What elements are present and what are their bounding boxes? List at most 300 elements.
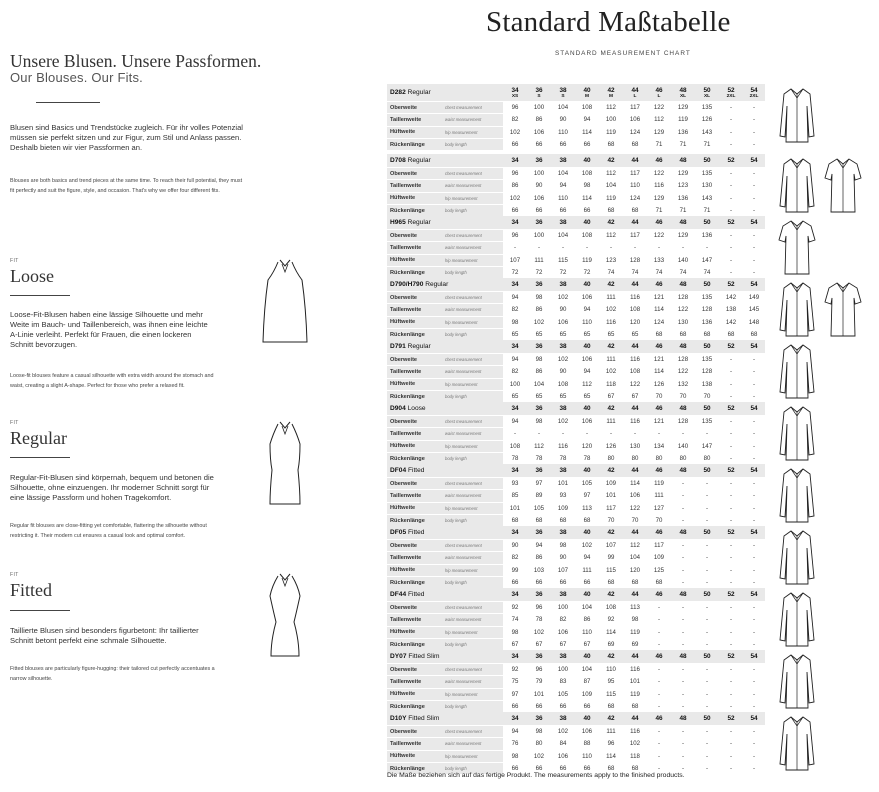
table-cell: - [719, 366, 743, 378]
table-cell: - [671, 762, 695, 774]
row-label: Oberweite [387, 354, 445, 366]
table-cell: 130 [671, 316, 695, 328]
table-cell: 94 [527, 540, 551, 552]
table-cell: 109 [647, 552, 671, 564]
table-cell: 105 [551, 688, 575, 700]
row-label: Rückenlänge [387, 576, 445, 588]
table-cell: 122 [623, 502, 647, 514]
row-label-en: hip measurement [445, 440, 503, 452]
table-row [387, 114, 765, 126]
table-cell: 142 [719, 292, 743, 304]
table-cell: 111 [599, 354, 623, 366]
model-code: H965 [390, 219, 406, 226]
table-cell: - [719, 138, 743, 150]
table-cell: - [695, 738, 719, 750]
table-cell: 117 [623, 102, 647, 114]
table-cell: - [647, 762, 671, 774]
table-cell: - [671, 564, 695, 576]
table-cell: 86 [575, 614, 599, 626]
table-cell: - [695, 688, 719, 700]
size-header: 46 [647, 216, 671, 230]
table-cell: - [671, 602, 695, 614]
table-cell: 66 [551, 576, 575, 588]
table-row [387, 354, 765, 366]
table-cell: 102 [527, 750, 551, 762]
table-cell: - [695, 750, 719, 762]
table-cell: - [695, 664, 719, 676]
size-header: 50 [695, 588, 719, 602]
table-cell: 66 [503, 762, 527, 774]
size-header: 36 [527, 650, 551, 664]
heading-en: Our Blouses. Our Fits. [10, 70, 143, 85]
table-cell: 82 [503, 366, 527, 378]
table-cell: 140 [671, 254, 695, 266]
table-cell: 75 [503, 676, 527, 688]
table-cell: 100 [527, 168, 551, 180]
table-cell: 147 [695, 254, 719, 266]
row-label: Rückenlänge [387, 204, 445, 216]
table-row [387, 514, 765, 526]
table-cell: - [623, 428, 647, 440]
size-header: 36 S [527, 84, 551, 102]
divider [10, 457, 70, 458]
table-cell: - [719, 254, 743, 266]
table-cell: 149 [743, 292, 765, 304]
table-cell: 96 [527, 602, 551, 614]
table-cell: 104 [575, 664, 599, 676]
model-code: D10Y [390, 715, 407, 722]
model-code: D282 [390, 89, 406, 96]
table-cell: 95 [599, 676, 623, 688]
table-cell: 66 [551, 204, 575, 216]
size-header: 42 [599, 340, 623, 354]
fit-tag: FIT [10, 572, 19, 578]
table-cell: - [695, 638, 719, 650]
table-cell: 136 [695, 230, 719, 242]
table-cell: 74 [671, 266, 695, 278]
table-cell: 100 [551, 664, 575, 676]
blouse-icon [824, 156, 862, 214]
table-cell: 113 [575, 502, 599, 514]
table-cell: 88 [575, 738, 599, 750]
size-header: 34 [503, 526, 527, 540]
table-cell: 128 [671, 416, 695, 428]
table-cell: 68 [599, 138, 623, 150]
row-label-en: waist measurement [445, 366, 503, 378]
table-cell: 94 [503, 416, 527, 428]
table-cell: 108 [503, 440, 527, 452]
table-cell: 110 [623, 180, 647, 192]
size-header: 42 [599, 712, 623, 726]
table-row [387, 316, 765, 328]
table-cell: 71 [671, 138, 695, 150]
table-cell: 107 [551, 564, 575, 576]
table-cell: - [743, 738, 765, 750]
model-code: D708 [390, 157, 406, 164]
model-fit: Fitted [407, 529, 425, 536]
model-code: DF05 [390, 529, 407, 536]
size-header: 44 L [623, 84, 647, 102]
model-code: DF44 [390, 591, 407, 598]
table-cell: - [743, 602, 765, 614]
table-cell: 66 [527, 138, 551, 150]
size-header: 48 [671, 588, 695, 602]
table-cell: 135 [695, 354, 719, 366]
table-cell: 123 [671, 180, 695, 192]
table-cell: 90 [527, 180, 551, 192]
size-table [387, 712, 765, 775]
table-cell: 109 [575, 688, 599, 700]
row-label: Oberweite [387, 292, 445, 304]
table-cell: - [719, 614, 743, 626]
table-cell: 119 [623, 626, 647, 638]
table-cell: - [743, 180, 765, 192]
table-cell: 119 [599, 126, 623, 138]
size-header: 46 [647, 154, 671, 168]
model-fit: Loose [407, 405, 426, 412]
table-row [387, 664, 765, 676]
table-cell: - [671, 502, 695, 514]
table-cell: 122 [671, 304, 695, 316]
table-cell: 107 [599, 540, 623, 552]
table-cell: 68 [527, 514, 551, 526]
table-cell: 66 [575, 762, 599, 774]
table-row [387, 304, 765, 316]
table-cell: - [743, 204, 765, 216]
table-cell: - [719, 428, 743, 440]
row-label-en: chest measurement [445, 726, 503, 738]
table-cell: 66 [575, 204, 599, 216]
table-cell: - [719, 490, 743, 502]
table-cell: 92 [503, 602, 527, 614]
row-label-en: hip measurement [445, 378, 503, 390]
table-cell: 76 [503, 738, 527, 750]
table-cell: - [719, 726, 743, 738]
table-cell: 108 [599, 602, 623, 614]
row-label-en: chest measurement [445, 230, 503, 242]
table-cell: 111 [527, 254, 551, 266]
table-cell: 66 [503, 204, 527, 216]
table-row [387, 292, 765, 304]
table-row [387, 478, 765, 490]
table-cell: - [671, 750, 695, 762]
table-cell: 78 [551, 452, 575, 464]
size-header: 52 [719, 588, 743, 602]
fit-desc-de-regular: Regular-Fit-Blusen sind körpernah, bequem und betonen die Silhouette, ohne einzuengen. Ihr moderner Schnitt sorgt für eine lässige Passform und hohen Tragekomfort. [10, 473, 214, 502]
table-cell: 119 [599, 192, 623, 204]
table-cell: 94 [575, 114, 599, 126]
table-row [387, 440, 765, 452]
table-cell: 121 [647, 292, 671, 304]
size-header: 52 [719, 526, 743, 540]
table-cell: 108 [575, 230, 599, 242]
table-cell: 98 [527, 726, 551, 738]
table-cell: 117 [623, 230, 647, 242]
page-title: Standard Maßtabelle [486, 6, 731, 38]
table-cell: 116 [623, 416, 647, 428]
table-cell: 105 [575, 478, 599, 490]
table-cell: - [551, 242, 575, 254]
table-cell: 112 [599, 230, 623, 242]
table-cell: - [743, 390, 765, 402]
table-cell: - [647, 664, 671, 676]
size-header: 54 [743, 526, 765, 540]
table-cell: 98 [503, 316, 527, 328]
row-label-en: chest measurement [445, 478, 503, 490]
table-cell: 119 [623, 688, 647, 700]
row-label: Taillenweite [387, 180, 445, 192]
table-cell: - [527, 428, 551, 440]
table-cell: - [719, 688, 743, 700]
table-cell: - [647, 614, 671, 626]
table-cell: 136 [671, 192, 695, 204]
table-cell: 127 [647, 502, 671, 514]
table-cell: 148 [743, 316, 765, 328]
model-header [387, 712, 503, 726]
size-header: 50 XL [695, 84, 719, 102]
table-cell: - [671, 614, 695, 626]
table-cell: 109 [551, 502, 575, 514]
size-header: 36 [527, 402, 551, 416]
table-cell: - [743, 440, 765, 452]
size-header: 34 XS [503, 84, 527, 102]
model-fit: Fitted Slim [408, 653, 440, 660]
row-label-en: body length [445, 390, 503, 402]
row-label-en: chest measurement [445, 416, 503, 428]
table-cell: 116 [623, 292, 647, 304]
size-header: 50 [695, 402, 719, 416]
size-header: 42 [599, 650, 623, 664]
size-header: 40 [575, 650, 599, 664]
row-label: Taillenweite [387, 738, 445, 750]
model-header [387, 402, 503, 416]
table-cell: 130 [695, 180, 719, 192]
table-cell: 66 [575, 700, 599, 712]
size-header: 38 [551, 650, 575, 664]
table-cell: 111 [599, 726, 623, 738]
fit-tag: FIT [10, 420, 19, 426]
table-cell: 65 [551, 390, 575, 402]
table-cell: - [719, 168, 743, 180]
row-label-en: body length [445, 266, 503, 278]
row-label-en: chest measurement [445, 354, 503, 366]
table-cell: - [695, 552, 719, 564]
table-cell: 65 [527, 390, 551, 402]
intro-en: Blouses are both basics and trend pieces at the same time. To reach their full potential, they must fit perfectly and suit the figure, style, and occasion. That's why we offer four different fits. [10, 178, 243, 194]
table-cell: 100 [527, 102, 551, 114]
size-header: 42 [599, 278, 623, 292]
table-cell: 72 [527, 266, 551, 278]
table-cell: 112 [599, 102, 623, 114]
size-header: 42 [599, 526, 623, 540]
blouse-icon [778, 466, 816, 524]
row-label: Oberweite [387, 602, 445, 614]
model-fit: Fitted [407, 467, 425, 474]
size-header: 44 [623, 216, 647, 230]
size-header: 36 [527, 464, 551, 478]
table-cell: 80 [599, 452, 623, 464]
table-cell: 108 [575, 168, 599, 180]
size-header: 48 [671, 340, 695, 354]
size-header: 34 [503, 154, 527, 168]
table-cell: 68 [551, 514, 575, 526]
row-label: Hüftweite [387, 688, 445, 700]
table-cell: 101 [527, 688, 551, 700]
table-cell: 143 [695, 126, 719, 138]
table-cell: 90 [551, 304, 575, 316]
table-cell: 80 [527, 738, 551, 750]
table-cell: 129 [647, 126, 671, 138]
size-header: 54 [743, 712, 765, 726]
row-label-en: hip measurement [445, 626, 503, 638]
table-cell: - [719, 452, 743, 464]
table-cell: 106 [527, 126, 551, 138]
table-cell: 114 [623, 478, 647, 490]
table-cell: 122 [647, 230, 671, 242]
table-cell: 122 [671, 366, 695, 378]
size-header: 54 [743, 402, 765, 416]
table-cell: 71 [647, 138, 671, 150]
table-cell: 129 [671, 168, 695, 180]
table-cell: 98 [575, 180, 599, 192]
table-cell: 68 [647, 576, 671, 588]
row-label: Taillenweite [387, 490, 445, 502]
table-cell: - [743, 614, 765, 626]
table-cell: - [743, 726, 765, 738]
row-label-en: chest measurement [445, 664, 503, 676]
row-label: Hüftweite [387, 192, 445, 204]
model-header [387, 464, 503, 478]
table-cell: 67 [599, 390, 623, 402]
table-cell: 68 [743, 328, 765, 340]
table-cell: - [743, 540, 765, 552]
table-cell: 68 [623, 762, 647, 774]
table-cell: 114 [647, 304, 671, 316]
table-cell: 110 [551, 126, 575, 138]
row-label: Rückenlänge [387, 514, 445, 526]
size-header: 42 M [599, 84, 623, 102]
size-table [387, 526, 765, 589]
table-cell: 102 [503, 126, 527, 138]
table-cell: - [719, 700, 743, 712]
size-header: 50 [695, 216, 719, 230]
page-subtitle: STANDARD MEASUREMENT CHART [555, 50, 691, 57]
table-cell: - [647, 738, 671, 750]
table-cell: 122 [647, 168, 671, 180]
table-cell: 72 [575, 266, 599, 278]
table-row [387, 502, 765, 514]
table-cell: 124 [623, 126, 647, 138]
table-row [387, 700, 765, 712]
table-cell: 117 [599, 502, 623, 514]
table-cell: - [743, 626, 765, 638]
size-header: 36 [527, 588, 551, 602]
table-cell: 120 [623, 316, 647, 328]
table-cell: 87 [575, 676, 599, 688]
table-cell: - [647, 626, 671, 638]
size-header: 34 [503, 340, 527, 354]
size-header: 44 [623, 588, 647, 602]
table-cell: - [671, 638, 695, 650]
table-cell: 69 [623, 638, 647, 650]
table-cell: - [743, 416, 765, 428]
row-label-en: chest measurement [445, 102, 503, 114]
table-cell: 65 [599, 328, 623, 340]
table-cell: 82 [503, 552, 527, 564]
table-cell: - [647, 688, 671, 700]
table-cell: 74 [695, 266, 719, 278]
table-cell: 98 [503, 750, 527, 762]
row-label-en: waist measurement [445, 490, 503, 502]
table-cell: - [551, 428, 575, 440]
table-cell: 121 [647, 416, 671, 428]
table-cell: - [743, 750, 765, 762]
size-header: 46 [647, 588, 671, 602]
table-cell: 106 [551, 316, 575, 328]
table-cell: - [671, 428, 695, 440]
table-cell: 90 [551, 114, 575, 126]
table-row [387, 266, 765, 278]
size-header: 54 2XL [743, 84, 765, 102]
table-cell: 147 [695, 440, 719, 452]
table-cell: 143 [695, 192, 719, 204]
table-cell: 110 [551, 192, 575, 204]
table-cell: - [719, 416, 743, 428]
table-cell: - [671, 676, 695, 688]
fit-name-loose: Loose [10, 266, 54, 286]
table-cell: 67 [503, 638, 527, 650]
table-cell: - [695, 762, 719, 774]
row-label-en: body length [445, 576, 503, 588]
size-header: 50 [695, 464, 719, 478]
table-row [387, 138, 765, 150]
table-cell: 118 [623, 750, 647, 762]
table-cell: 70 [647, 514, 671, 526]
table-cell: 126 [599, 440, 623, 452]
blouse-icon [778, 280, 816, 338]
row-label: Taillenweite [387, 614, 445, 626]
table-cell: 123 [599, 254, 623, 266]
row-label-en: body length [445, 204, 503, 216]
table-cell: 110 [575, 750, 599, 762]
size-header: 38 [551, 278, 575, 292]
table-cell: - [719, 378, 743, 390]
table-cell: 80 [623, 452, 647, 464]
row-label: Oberweite [387, 540, 445, 552]
table-cell: 65 [623, 328, 647, 340]
table-cell: - [671, 242, 695, 254]
table-cell: - [695, 242, 719, 254]
table-cell: 135 [695, 102, 719, 114]
table-cell: 101 [551, 478, 575, 490]
table-cell: 120 [623, 564, 647, 576]
table-cell: 89 [527, 490, 551, 502]
divider [10, 295, 70, 296]
table-cell: 98 [527, 416, 551, 428]
table-cell: 129 [647, 192, 671, 204]
table-cell: - [671, 576, 695, 588]
loose-silhouette-icon [260, 258, 310, 344]
table-cell: - [671, 738, 695, 750]
table-cell: 72 [503, 266, 527, 278]
size-header: 40 [575, 402, 599, 416]
table-cell: 128 [695, 366, 719, 378]
table-cell: 133 [647, 254, 671, 266]
table-cell: 96 [503, 168, 527, 180]
row-label: Oberweite [387, 168, 445, 180]
size-header: 46 [647, 402, 671, 416]
size-header: 38 [551, 402, 575, 416]
